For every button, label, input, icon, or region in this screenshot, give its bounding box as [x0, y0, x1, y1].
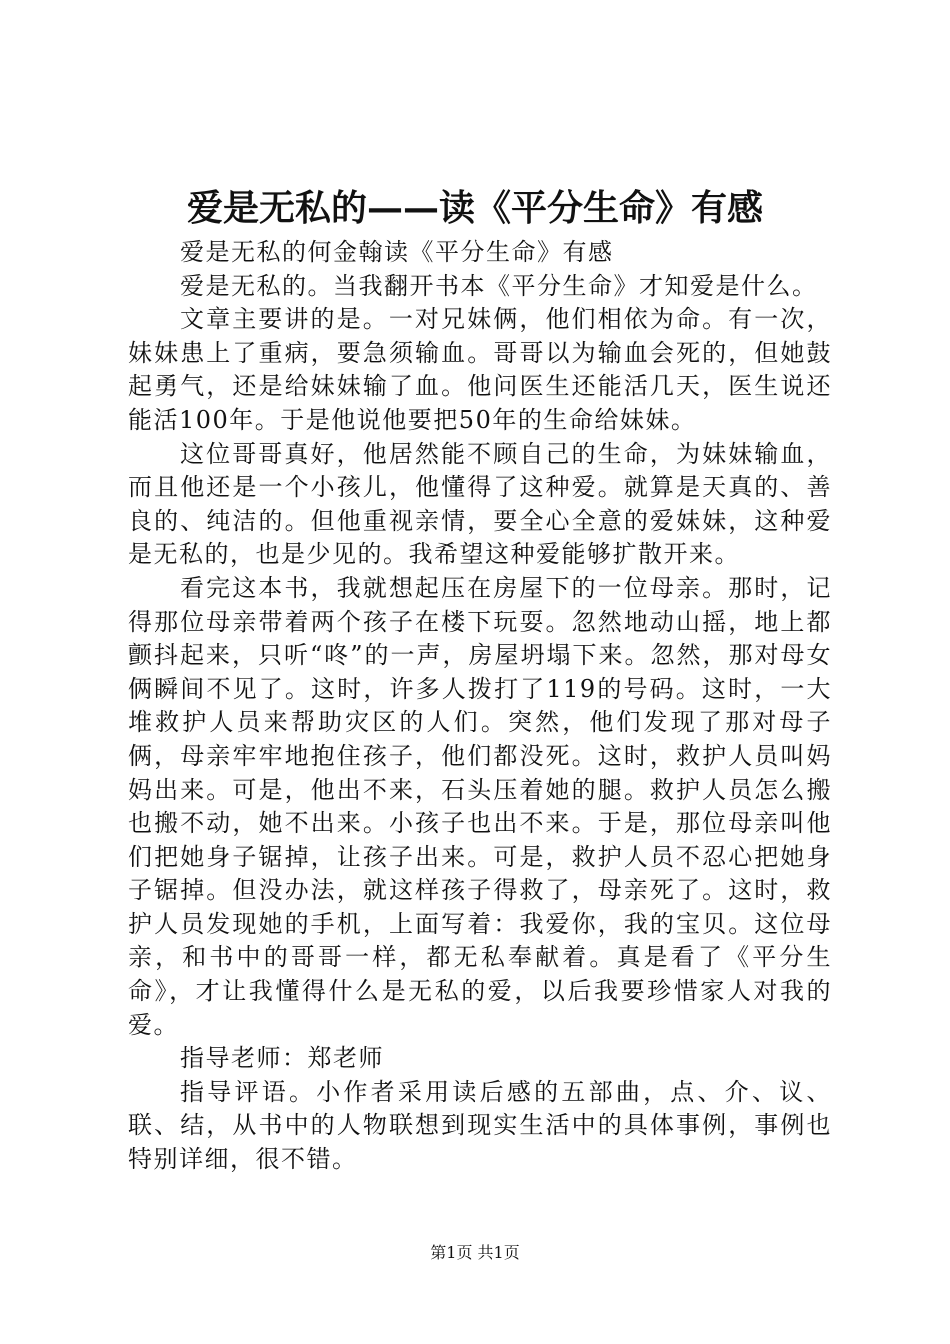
document-body — [128, 236, 832, 1177]
paragraph-comment: 指导评语。小作者采用读后感的五部曲，点、介、议、联、结，从书中的人物联想到现实生活中的具体事例，事例也特别详细，很不错。 — [128, 1077, 832, 1174]
paragraph-reflection: 这位哥哥真好，他居然能不顾自己的生命，为妹妹输血，而且他还是一个小孩儿，他懂得了这种爱。就算是天真的、善良的、纯洁的。但他重视亲情，要全心全意的爱妹妹，这种爱是无私的，也是少见的。我希望这种爱能够扩散开来。 — [128, 439, 832, 569]
paragraph-connection: 看完这本书，我就想起压在房屋下的一位母亲。那时，记得那位母亲带着两个孩子在楼下玩耍。忽然地动山摇，地上都颤抖起来，只听“咚”的一声，房屋坍塌下来。忽然，那对母女俩瞬间不见了。这时，许多人拨打了119的号码。这时，一大堆救护人员来帮助灾区的人们。突然，他们发现了那对母子俩，母亲牢牢地抱住孩子，他们都没死。这时，救护人员叫妈妈出来。可是，他出不来，石头压着她的腿。救护人员怎么搬也搬不动，她不出来。小孩子也出不来。于是，那位母亲叫他们把她身子锯掉，让孩子出来。可是，救护人员不忍心把她身子锯掉。但没办法，就这样孩子得救了，母亲死了。这时，救护人员发现她的手机，上面写着：我爱你，我的宝贝。这位母亲，和书中的哥哥一样，都无私奉献着。真是看了《平分生命》，才让我懂得什么是无私的爱，以后我要珍惜家人对我的爱。 — [128, 573, 832, 1039]
page-number-footer: 第1页 共1页 — [430, 1243, 520, 1262]
paragraph-heading-line: 爱是无私的何金翰读《平分生命》有感 — [180, 238, 614, 266]
document-title: 爱是无私的——读《平分生命》有感 — [186, 187, 763, 229]
paragraph-summary: 文章主要讲的是。一对兄妹俩，他们相依为命。有一次，妹妹患上了重病，要急须输血。哥哥以为输血会死的，但她鼓起勇气，还是给妹妹输了血。他问医生还能活几天，医生说还能活100年。于是他说他要把50年的生命给妹妹。 — [128, 305, 832, 434]
paragraph-intro: 爱是无私的。当我翻开书本《平分生命》才知爱是什么。 — [180, 271, 818, 300]
paragraph-teacher: 指导老师：郑老师 — [180, 1044, 384, 1073]
